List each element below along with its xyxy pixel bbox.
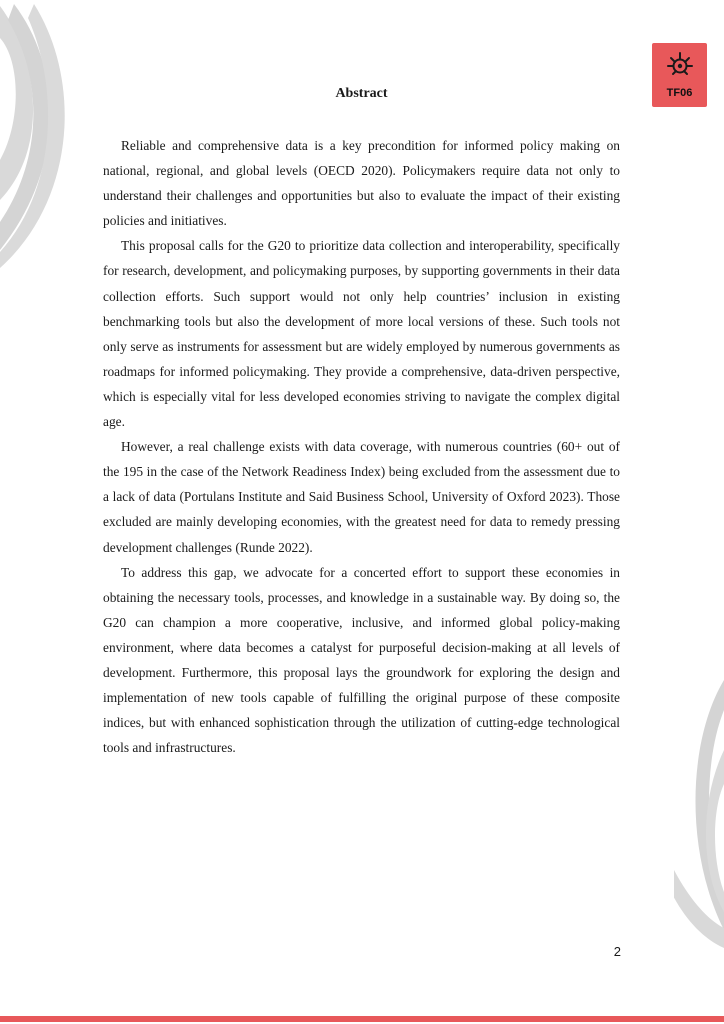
- page-number: 2: [613, 944, 621, 959]
- decorative-stripes-left: [0, 0, 80, 280]
- decorative-stripes-right: [674, 680, 724, 950]
- footer-accent-bar: [0, 1016, 724, 1022]
- abstract-body: [103, 133, 620, 760]
- badge-label: TF06: [666, 87, 693, 99]
- task-force-badge: [652, 43, 707, 107]
- paragraph: Reliable and comprehensive data is a key precondition for informed policy making on national, regional, and global levels (OECD 2020). Policymakers require data not only to understand their challenges and opportunities but also to evaluate the impact of their existing policies and initiatives.: [103, 138, 620, 229]
- section-title: Abstract: [335, 86, 388, 101]
- task-force-emblem-icon: [665, 50, 695, 80]
- paragraph: To address this gap, we advocate for a concerted effort to support these economies in obtaining the necessary tools, processes, and knowledge in a sustainable way. By doing so, the G20 can champion a more cooperative, inclusive, and informed global policy-making environment, where data becomes a catalyst for purposeful decision-making at all levels of development. Furthermore, this proposal lays the groundwork for exploring the design and implementation of new tools capable of fulfilling the original purpose of these composite indices, but with enhanced sophistication through the utilization of cutting-edge technological tools and infrastructures.: [103, 564, 620, 756]
- paragraph: This proposal calls for the G20 to prioritize data collection and interoperability, specifically for research, development, and policymaking purposes, by supporting governments in their data collection efforts. Such support would not only help countries’ inclusion in existing benchmarking tools but also the development of more local versions of these. Such tools not only serve as instruments for assessment but are widely employed by numerous governments as roadmaps for informed policymaking. They provide a comprehensive, data-driven perspective, which is especially vital for less developed economies striving to navigate the complex digital age.: [103, 238, 620, 430]
- paragraph: However, a real challenge exists with data coverage, with numerous countries (60+ out of the 195 in the case of the Network Readiness Index) being excluded from the assessment due to a lack of data (Portulans Institute and Said Business School, University of Oxford 2023). Those excluded are mainly developing economies, with the greatest need for data to remedy pressing development challenges (Runde 2022).: [103, 439, 620, 555]
